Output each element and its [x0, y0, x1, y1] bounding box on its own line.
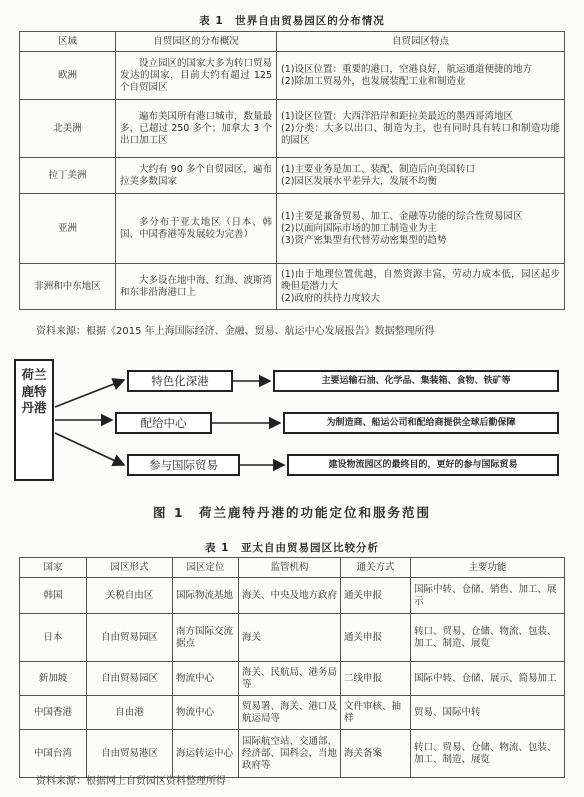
feature-line: (3)资产密集型有代替劳动密集型的趋势	[281, 234, 447, 246]
table-row	[20, 100, 565, 158]
figure-caption: 图 1 荷兰鹿特丹港的功能定位和服务范围	[152, 505, 432, 520]
zone-form-cell: 关税自由区	[87, 578, 173, 614]
feature-line: (2)除加工贸易外，也发展装配工业和制造业	[281, 75, 466, 87]
regulator-cell: 海关	[239, 614, 341, 662]
customs-cell: 文件审核、抽样	[341, 696, 411, 730]
features-cell	[277, 52, 565, 100]
table1-source: 资料来源：根据《2015 年上海国际经济、金融、贸易、航运中心发展报告》数据整理所得	[36, 326, 435, 337]
customs-cell: 二线申报	[341, 662, 411, 696]
overview-cell: 遍布美国所有港口城市，数量最多，已超过 250 多个；加拿大 3 个出口加工区	[116, 100, 277, 158]
customs-cell: 海关备案	[341, 730, 411, 778]
feature-line: (1)设区位置：大西洋沿岸和距拉美最近的墨西哥湾地区	[281, 110, 513, 122]
zone-position-cell: 物流中心	[173, 696, 239, 730]
header-regulator: 监管机构	[239, 558, 341, 578]
function-box-1: 特色化深港	[127, 370, 233, 392]
port-name: 荷兰鹿特丹港	[21, 367, 47, 415]
region-cell: 非洲和中东地区	[20, 264, 116, 310]
zone-position-cell: 国际物流基地	[173, 578, 239, 614]
overview-cell: 大多设在地中海、红海、波斯湾和东非沿海港口上	[116, 264, 277, 310]
function-box-3: 参与国际贸易	[127, 454, 240, 476]
regulator-cell: 海关、中央及地方政府	[239, 578, 341, 614]
regulator-cell: 贸易署、海关、港口及航运局等	[239, 696, 341, 730]
country-cell: 日本	[20, 614, 87, 662]
header-zone-form: 园区形式	[87, 558, 173, 578]
zone-form-cell: 自由贸易港区	[87, 730, 173, 778]
header-main-functions: 主要功能	[411, 558, 565, 578]
zone-form-cell: 自由贸易园区	[87, 662, 173, 696]
header-customs: 通关方式	[341, 558, 411, 578]
feature-line: (2)政府的扶持力度较大	[281, 292, 380, 304]
header-country: 国家	[20, 558, 87, 578]
table-row	[20, 696, 565, 730]
header-region: 区域	[20, 32, 116, 52]
functions-cell: 国际中转、仓储、展示、简易加工	[411, 662, 565, 696]
overview-cell: 多分布于亚太地区（日本、韩国、中国香港等发展较为完善）	[116, 194, 277, 264]
rotterdam-diagram	[0, 355, 584, 485]
functions-cell: 国际中转、仓储、销售、加工、展示	[411, 578, 565, 614]
overview-cell: 大约有 90 多个自贸园区，遍布拉美多数国家	[116, 158, 277, 194]
customs-cell: 通关申报	[341, 614, 411, 662]
table1-title: 表 1 世界自由贸易园区的分布情况	[199, 15, 385, 27]
feature-line: (2)以面向国际市场的加工制造业为主	[281, 222, 437, 234]
zone-form-cell: 自由港	[87, 696, 173, 730]
table-row	[20, 662, 565, 696]
table-row	[20, 194, 565, 264]
country-cell: 韩国	[20, 578, 87, 614]
table-row	[20, 52, 565, 100]
port-name-box	[14, 359, 54, 481]
zone-position-cell: 物流中心	[173, 662, 239, 696]
function-box-2: 配给中心	[115, 412, 212, 434]
region-cell: 亚洲	[20, 194, 116, 264]
features-cell	[277, 194, 565, 264]
overview-cell: 设立园区的国家大多为转口贸易发达的国家，目前大约有超过 125 个自贸园区	[116, 52, 277, 100]
functions-cell: 转口、贸易、仓储、物流、包装、加工、制造、展览	[411, 730, 565, 778]
zone-position-cell: 海运转运中心	[173, 730, 239, 778]
country-cell: 中国台湾	[20, 730, 87, 778]
table-row	[20, 730, 565, 778]
detail-box-2: 为制造商、船运公司和配给商提供全球后勤保障	[283, 412, 559, 434]
header-features: 自贸园区特点	[277, 32, 565, 52]
feature-line: (1)主要是兼备贸易、加工、金融等功能的综合性贸易园区	[281, 210, 523, 222]
header-overview: 自贸园区的分布概况	[116, 32, 277, 52]
header-zone-position: 园区定位	[173, 558, 239, 578]
zone-form-cell: 自由贸易园区	[87, 614, 173, 662]
functions-cell: 转口、贸易、仓储、物流、包装、加工、制造、展览	[411, 614, 565, 662]
distribution-table	[19, 31, 565, 310]
table2-title: 表 1 亚太自由贸易园区比较分析	[205, 542, 379, 554]
feature-line: (1)设区位置：重要的港口，空港良好，航运通道便捷的地方	[281, 63, 532, 75]
table-row	[20, 614, 565, 662]
region-cell: 欧洲	[20, 52, 116, 100]
zone-position-cell: 南方国际交流据点	[173, 614, 239, 662]
functions-cell: 贸易、国际中转	[411, 696, 565, 730]
table-row	[20, 158, 565, 194]
feature-line: (1)由于地理位置优越，自然资源丰富，劳动力成本低，园区起步晚但是潜力大	[281, 268, 560, 292]
country-cell: 新加坡	[20, 662, 87, 696]
detail-box-3: 建设物流园区的最终目的，更好的参与国际贸易	[287, 454, 559, 476]
features-cell	[277, 100, 565, 158]
feature-line: (2)分类：大多以出口、制造为主，也有同时具有转口和制造功能的园区	[281, 122, 560, 146]
detail-box-1: 主要运输石油、化学品、集装箱、食物、铁矿等	[273, 370, 559, 392]
feature-line: (2)园区发展水平差异大，发展不均衡	[281, 175, 437, 187]
customs-cell: 通关申报	[341, 578, 411, 614]
region-cell: 北美洲	[20, 100, 116, 158]
table-row	[20, 264, 565, 310]
feature-line: (1)主要业务是加工、装配、制造后向美国转口	[281, 163, 475, 175]
asia-pacific-comparison-table	[19, 557, 565, 778]
features-cell	[277, 264, 565, 310]
features-cell	[277, 158, 565, 194]
region-cell: 拉丁美洲	[20, 158, 116, 194]
country-cell: 中国香港	[20, 696, 87, 730]
table2-source: 资料来源：根据网上自贸园区资料整理所得	[36, 776, 226, 787]
regulator-cell: 海关、民航局、港务局等	[239, 662, 341, 696]
regulator-cell: 国际航空站、交通部、经济部、国科会、当地政府等	[239, 730, 341, 778]
table-row	[20, 578, 565, 614]
